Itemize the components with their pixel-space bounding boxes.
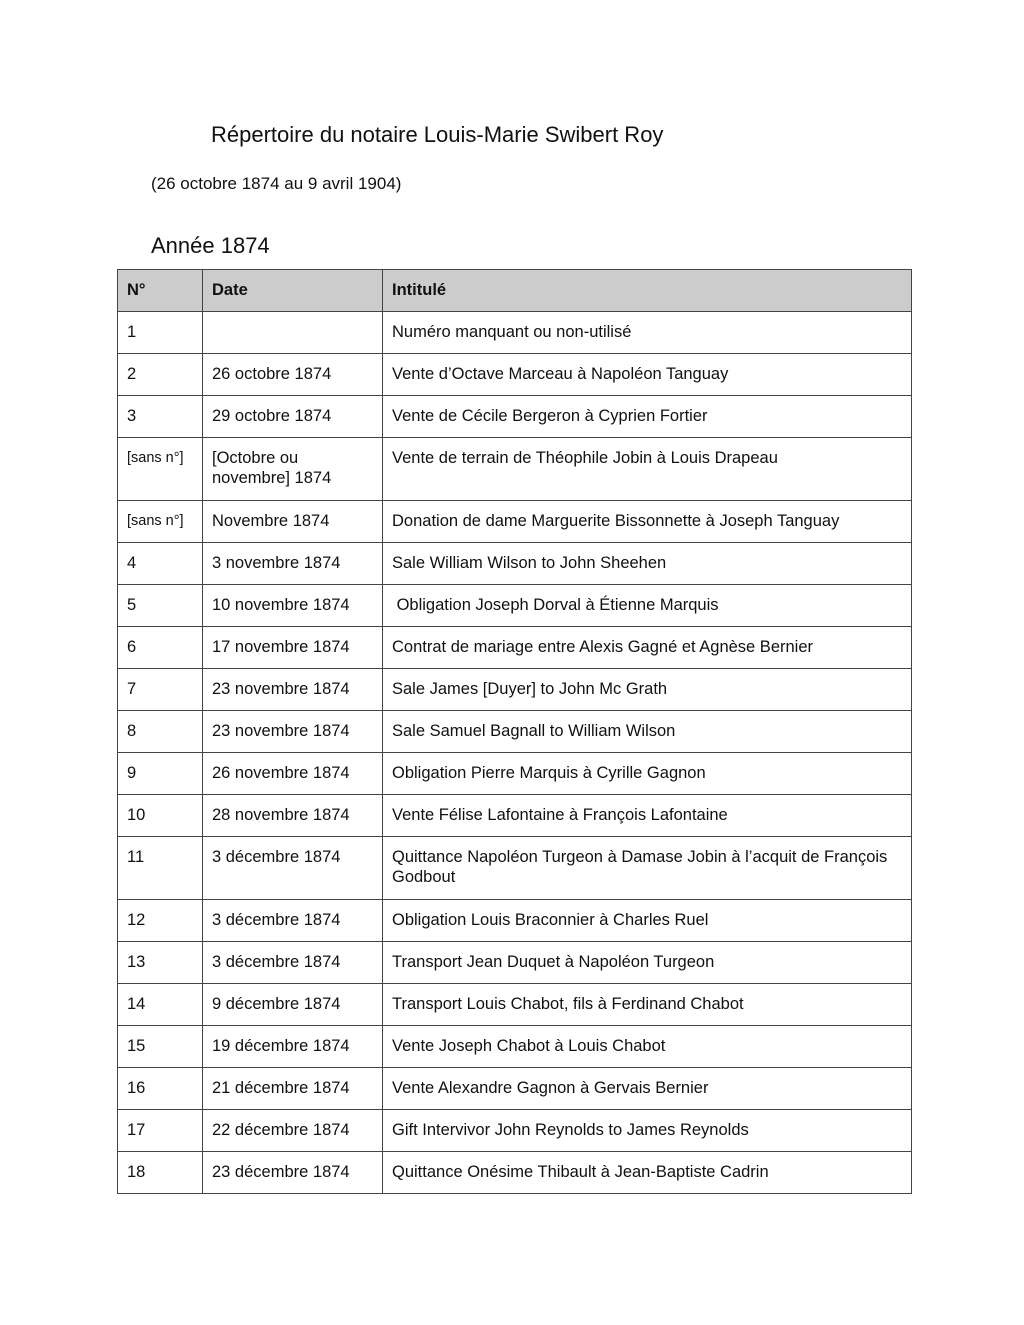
cell-number: 10 bbox=[118, 795, 203, 837]
cell-title: Vente d’Octave Marceau à Napoléon Tanguay bbox=[383, 354, 912, 396]
cell-date: 3 novembre 1874 bbox=[203, 543, 383, 585]
table-row bbox=[118, 585, 912, 627]
cell-date: 9 décembre 1874 bbox=[203, 984, 383, 1026]
table-row bbox=[118, 627, 912, 669]
cell-title: Sale William Wilson to John Sheehen bbox=[383, 543, 912, 585]
cell-number: 15 bbox=[118, 1026, 203, 1068]
cell-number: 12 bbox=[118, 900, 203, 942]
cell-title: Sale James [Duyer] to John Mc Grath bbox=[383, 669, 912, 711]
table-row bbox=[118, 942, 912, 984]
cell-number: 4 bbox=[118, 543, 203, 585]
cell-date: 3 décembre 1874 bbox=[203, 837, 383, 900]
cell-date bbox=[203, 312, 383, 354]
cell-title: Sale Samuel Bagnall to William Wilson bbox=[383, 711, 912, 753]
cell-title: Vente Joseph Chabot à Louis Chabot bbox=[383, 1026, 912, 1068]
cell-date: 23 novembre 1874 bbox=[203, 711, 383, 753]
cell-title: Donation de dame Marguerite Bissonnette à Joseph Tanguay bbox=[383, 501, 912, 543]
cell-date: 17 novembre 1874 bbox=[203, 627, 383, 669]
cell-title: Obligation Joseph Dorval à Étienne Marquis bbox=[383, 585, 912, 627]
table-row bbox=[118, 1152, 912, 1194]
table-row bbox=[118, 795, 912, 837]
cell-title: Transport Jean Duquet à Napoléon Turgeon bbox=[383, 942, 912, 984]
table-row bbox=[118, 438, 912, 501]
cell-number: 5 bbox=[118, 585, 203, 627]
cell-number: [sans n°] bbox=[118, 438, 203, 501]
cell-number: 11 bbox=[118, 837, 203, 900]
table-row bbox=[118, 543, 912, 585]
cell-date: 3 décembre 1874 bbox=[203, 942, 383, 984]
cell-title: Vente Félise Lafontaine à François Lafontaine bbox=[383, 795, 912, 837]
cell-date: 10 novembre 1874 bbox=[203, 585, 383, 627]
cell-date: Novembre 1874 bbox=[203, 501, 383, 543]
cell-title: Obligation Louis Braconnier à Charles Ruel bbox=[383, 900, 912, 942]
table-row bbox=[118, 1026, 912, 1068]
table-row bbox=[118, 711, 912, 753]
cell-date: 21 décembre 1874 bbox=[203, 1068, 383, 1110]
cell-number: 9 bbox=[118, 753, 203, 795]
cell-title: Gift Intervivor John Reynolds to James Reynolds bbox=[383, 1110, 912, 1152]
cell-date: 29 octobre 1874 bbox=[203, 396, 383, 438]
table-row bbox=[118, 354, 912, 396]
cell-date: 23 décembre 1874 bbox=[203, 1152, 383, 1194]
table-row bbox=[118, 396, 912, 438]
cell-title: Quittance Onésime Thibault à Jean-Baptiste Cadrin bbox=[383, 1152, 912, 1194]
table-row bbox=[118, 312, 912, 354]
cell-title: Vente Alexandre Gagnon à Gervais Bernier bbox=[383, 1068, 912, 1110]
cell-number: 3 bbox=[118, 396, 203, 438]
document-title: Répertoire du notaire Louis-Marie Swibert Roy bbox=[211, 122, 664, 147]
cell-title: Numéro manquant ou non-utilisé bbox=[383, 312, 912, 354]
cell-number: 2 bbox=[118, 354, 203, 396]
cell-title: Contrat de mariage entre Alexis Gagné et Agnèse Bernier bbox=[383, 627, 912, 669]
column-header-title: Intitulé bbox=[383, 270, 912, 312]
cell-date: 28 novembre 1874 bbox=[203, 795, 383, 837]
cell-number: 18 bbox=[118, 1152, 203, 1194]
table-row bbox=[118, 669, 912, 711]
cell-title: Vente de Cécile Bergeron à Cyprien Fortier bbox=[383, 396, 912, 438]
table-row bbox=[118, 1068, 912, 1110]
cell-date: 3 décembre 1874 bbox=[203, 900, 383, 942]
cell-title: Transport Louis Chabot, fils à Ferdinand Chabot bbox=[383, 984, 912, 1026]
table-row bbox=[118, 1110, 912, 1152]
cell-number: 13 bbox=[118, 942, 203, 984]
cell-number: [sans n°] bbox=[118, 501, 203, 543]
cell-title: Quittance Napoléon Turgeon à Damase Jobin à l’acquit de François Godbout bbox=[383, 837, 912, 900]
cell-number: 14 bbox=[118, 984, 203, 1026]
table-row bbox=[118, 900, 912, 942]
document-date-range: (26 octobre 1874 au 9 avril 1904) bbox=[151, 174, 402, 193]
cell-title: Vente de terrain de Théophile Jobin à Louis Drapeau bbox=[383, 438, 912, 501]
cell-date: 22 décembre 1874 bbox=[203, 1110, 383, 1152]
table-row bbox=[118, 501, 912, 543]
table-row bbox=[118, 753, 912, 795]
year-heading: Année 1874 bbox=[151, 233, 270, 258]
cell-date: 26 octobre 1874 bbox=[203, 354, 383, 396]
cell-title: Obligation Pierre Marquis à Cyrille Gagnon bbox=[383, 753, 912, 795]
cell-number: 7 bbox=[118, 669, 203, 711]
cell-date: 19 décembre 1874 bbox=[203, 1026, 383, 1068]
cell-number: 17 bbox=[118, 1110, 203, 1152]
deeds-table bbox=[117, 269, 912, 1194]
table-row bbox=[118, 984, 912, 1026]
cell-date: 23 novembre 1874 bbox=[203, 669, 383, 711]
column-header-date: Date bbox=[203, 270, 383, 312]
table-row bbox=[118, 837, 912, 900]
cell-number: 16 bbox=[118, 1068, 203, 1110]
cell-number: 6 bbox=[118, 627, 203, 669]
cell-number: 8 bbox=[118, 711, 203, 753]
cell-number: 1 bbox=[118, 312, 203, 354]
column-header-number: N° bbox=[118, 270, 203, 312]
table-header-row bbox=[118, 270, 912, 312]
cell-date: 26 novembre 1874 bbox=[203, 753, 383, 795]
cell-date: [Octobre ou novembre] 1874 bbox=[203, 438, 383, 501]
